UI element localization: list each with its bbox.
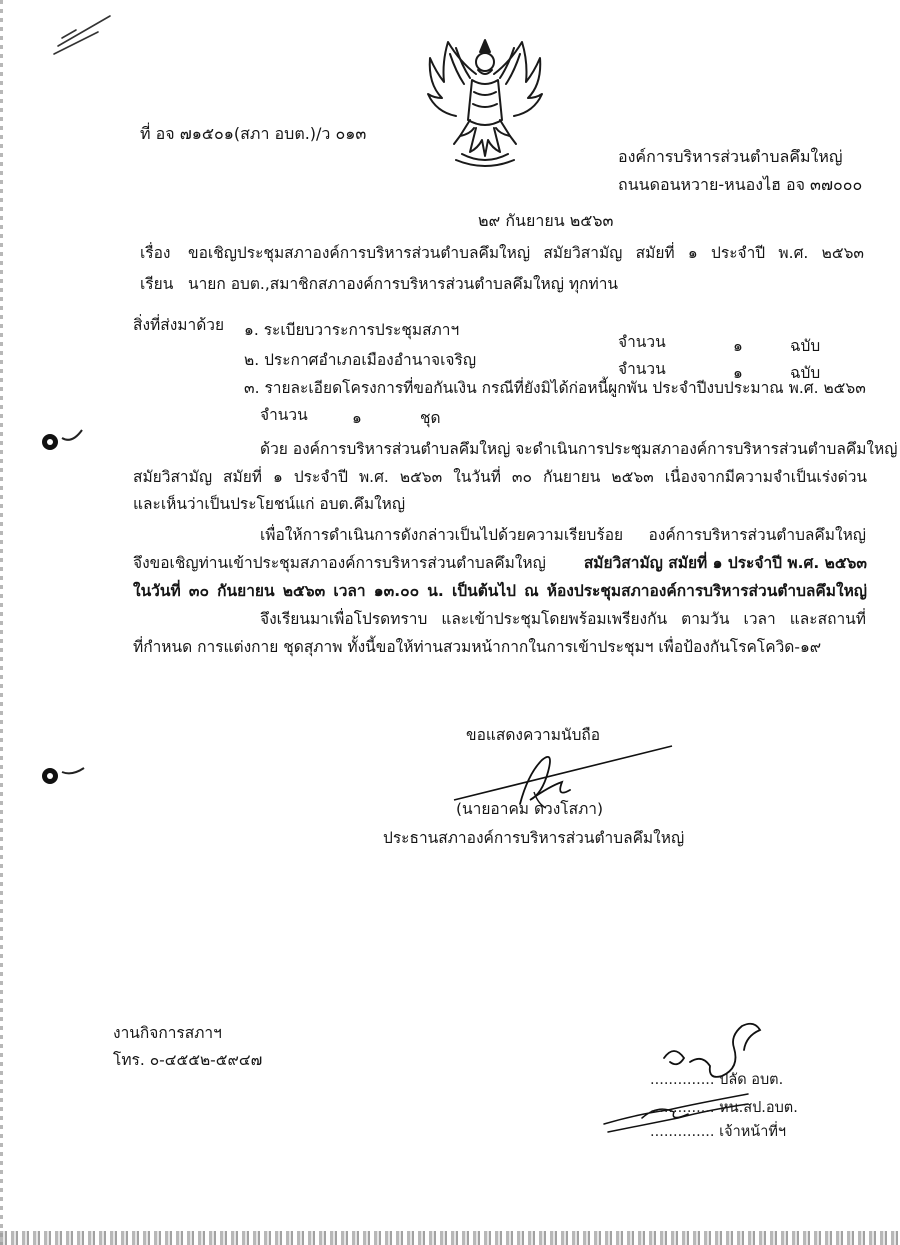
approval-row-3-role: เจ้าหน้าที่ฯ xyxy=(719,1124,787,1140)
department-name: งานกิจการสภาฯ xyxy=(113,1024,222,1042)
subject-label: เรื่อง xyxy=(140,244,171,262)
enclosure-item-3-qty-label: จำนวน xyxy=(260,406,308,424)
department-phone: โทร. ๐-๔๕๕๒-๕๙๔๗ xyxy=(113,1051,263,1069)
organization-name: องค์การบริหารส่วนตำบลคึมใหญ่ xyxy=(618,147,843,166)
enclosure-item-2-unit: ฉบับ xyxy=(790,364,821,382)
enclosure-item-3-qty: ๑ xyxy=(352,409,362,427)
approval-row-1-role: ปลัด อบต. xyxy=(719,1072,784,1088)
signer-title: ประธานสภาองค์การบริหารส่วนตำบลคึมใหญ่ xyxy=(383,829,685,847)
body-paragraph-3-line-2: ที่กำหนด การแต่งกาย ชุดสุภาพ ทั้งนี้ขอให้ท่านสวมหน้ากากในการเข้าประชุมฯ เพื่อป้องกันโรคโควิด-๑๙ xyxy=(133,638,822,656)
approval-row-2-dots: .............. xyxy=(650,1100,715,1116)
approval-row-2 xyxy=(650,1096,798,1119)
punch-hole-mark-lower xyxy=(38,752,88,792)
subject-text: ขอเชิญประชุมสภาองค์การบริหารส่วนตำบลคึมใหญ่ สมัยวิสามัญ สมัยที่ ๑ ประจำปี พ.ศ. ๒๕๖๓ xyxy=(188,244,864,262)
body-paragraph-1-line-2: สมัยวิสามัญ สมัยที่ ๑ ประจำปี พ.ศ. ๒๕๖๓ ในวันที่ ๓๐ กันยายน ๒๕๖๓ เนื่องจากมีความจำเป็นเร่งด่วน xyxy=(133,468,867,486)
enclosure-item-1: ๑. ระเบียบวาระการประชุมสภาฯ xyxy=(244,321,460,339)
body-paragraph-3-line-1: จึงเรียนมาเพื่อโปรดทราบ และเข้าประชุมโดยพร้อมเพรียงกัน ตามวัน เวลา และสถานที่ xyxy=(260,610,866,628)
closing-salutation: ขอแสดงความนับถือ xyxy=(466,726,601,744)
scan-edge-left xyxy=(0,0,3,1245)
approval-row-2-role: หน.สป.อบต. xyxy=(719,1100,798,1116)
signer-name: (นายอาคม ดวงโสภา) xyxy=(456,800,604,818)
enclosure-item-1-qty-label: จำนวน xyxy=(618,333,666,351)
approval-row-3-dots: .............. xyxy=(650,1124,715,1140)
reference-number: ที่ อจ ๗๑๕๐๑(สภา อบต.)/ว ๐๑๓ xyxy=(140,124,367,143)
letter-date: ๒๙ กันยายน ๒๕๖๓ xyxy=(478,211,614,230)
garuda-emblem-icon xyxy=(420,32,550,170)
scan-edge-bottom xyxy=(0,1231,900,1245)
recipient-text: นายก อบต.,สมาชิกสภาองค์การบริหารส่วนตำบลคึมใหญ่ ทุกท่าน xyxy=(188,275,618,293)
enclosure-item-1-unit: ฉบับ xyxy=(790,337,821,355)
organization-address: ถนนดอนหวาย-หนองไฮ อจ ๓๗๐๐๐ xyxy=(618,175,863,194)
body-paragraph-1-line-1: ด้วย องค์การบริหารส่วนตำบลคึมใหญ่ จะดำเนินการประชุมสภาองค์การบริหารส่วนตำบลคึมใหญ่ xyxy=(260,440,898,458)
body-paragraph-2-line-1: เพื่อให้การดำเนินการดังกล่าวเป็นไปด้วยความเรียบร้อย องค์การบริหารส่วนตำบลคึมใหญ่ xyxy=(260,526,866,544)
enclosure-item-1-qty: ๑ xyxy=(733,337,743,355)
enclosure-item-2: ๒. ประกาศอำเภอเมืองอำนาจเจริญ xyxy=(244,351,477,369)
enclosures-label: สิ่งที่ส่งมาด้วย xyxy=(133,316,225,334)
enclosure-item-3-unit: ชุด xyxy=(420,409,441,427)
enclosure-item-2-qty-label: จำนวน xyxy=(618,360,666,378)
body-paragraph-2-line-2 xyxy=(133,550,867,575)
enclosure-item-2-qty: ๑ xyxy=(733,364,743,382)
enclosure-item-3: ๓. รายละเอียดโครงการที่ขอกันเงิน กรณีที่ยังมิได้ก่อหนี้ผูกพัน ประจำปีงบประมาณ พ.ศ. ๒๕๖๓ xyxy=(244,379,866,397)
body-paragraph-1-line-3: และเห็นว่าเป็นประโยชน์แก่ อบต.คึมใหญ่ xyxy=(133,495,406,513)
approval-row-1-dots: .............. xyxy=(650,1072,715,1088)
pen-mark-top-left xyxy=(40,10,120,60)
recipient-label: เรียน xyxy=(140,275,174,293)
punch-hole-mark-upper xyxy=(38,418,88,458)
approval-row-3 xyxy=(650,1120,786,1143)
body-paragraph-2-line-2-plain: จึงขอเชิญท่านเข้าประชุมสภาองค์การบริหารส่วนตำบลคึมใหญ่ xyxy=(133,554,546,572)
body-paragraph-2-line-2-bold: สมัยวิสามัญ สมัยที่ ๑ ประจำปี พ.ศ. ๒๕๖๓ xyxy=(583,554,867,572)
body-paragraph-2-line-3: ในวันที่ ๓๐ กันยายน ๒๕๖๓ เวลา ๑๓.๐๐ น. เป็นต้นไป ณ ห้องประชุมสภาองค์การบริหารส่วนตำบลคึมใหญ่ xyxy=(133,582,867,600)
